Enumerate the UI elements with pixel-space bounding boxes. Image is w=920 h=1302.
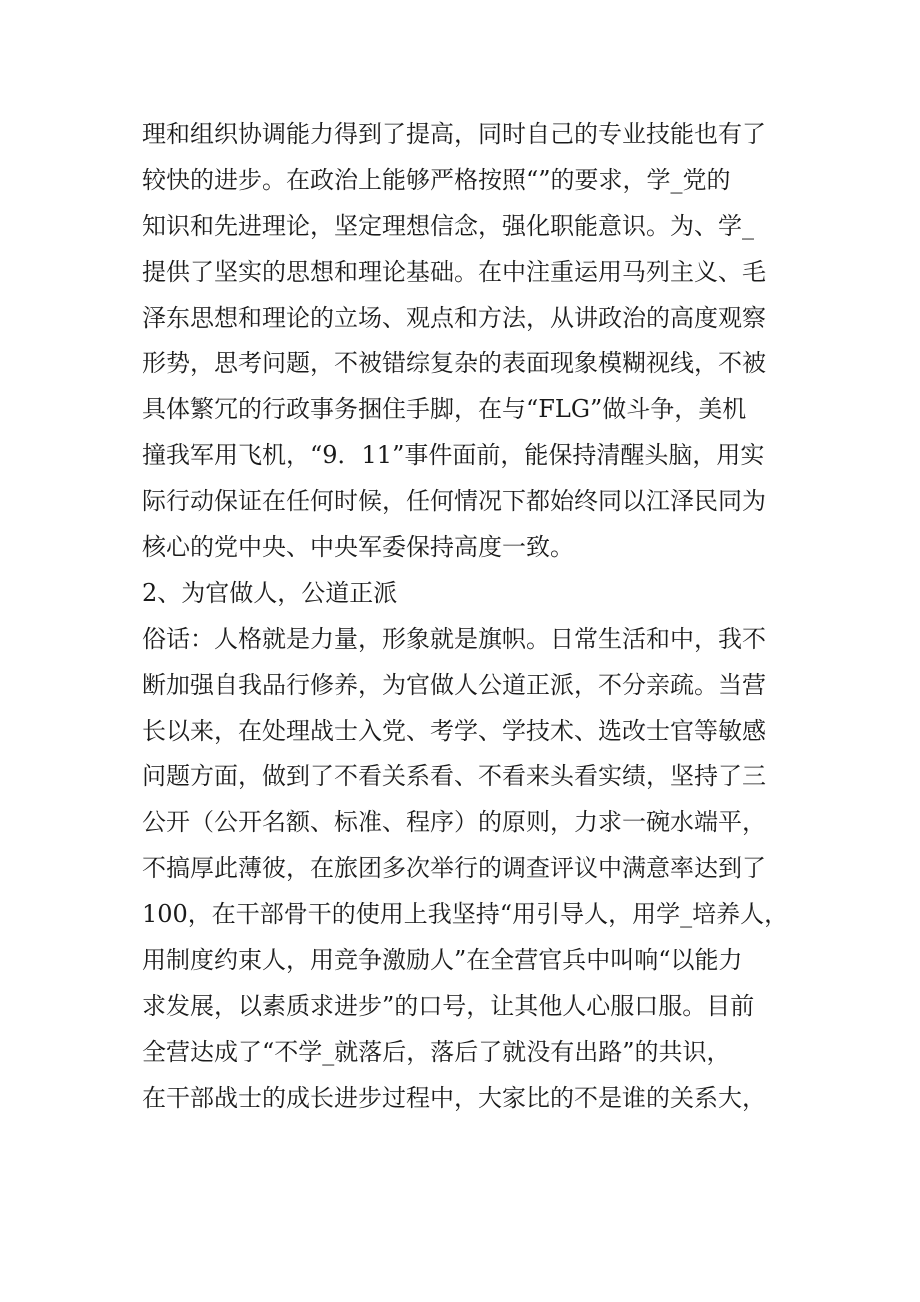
text-line: 全营达成了“不学_就落后，落后了就没有出路”的共识， [142,1037,731,1066]
text-line: 100，在干部骨干的使用上我坚持“用引导人，用学_培养人， [142,900,789,929]
text-line: 泽东思想和理论的立场、观点和方法，从讲政治的高度观察 [142,303,766,332]
text-line: 断加强自我品行修养，为官做人公道正派，不分亲疏。当营 [142,670,766,699]
text-line: 核心的党中央、中央军委保持高度一致。 [142,533,574,562]
text-line: 不搞厚此薄彼，在旅团多次举行的调查评议中满意率达到了 [142,854,766,883]
text-line: 求发展，以素质求进步”的口号，让其他人心服口服。目前 [142,991,755,1020]
text-line: 理和组织协调能力得到了提高，同时自己的专业技能也有了 [142,120,766,148]
text-line: 际行动保证在任何时候，任何情况下都始终同以江泽民同为 [142,487,766,516]
text-line: 形势，思考问题，不被错综复杂的表面现象模糊视线，不被 [142,349,766,378]
text-line: 撞我军用飞机，“9．11”事件面前，能保持清醒头脑，用实 [142,441,765,470]
text-line: 较快的进步。在政治上能够严格按照“”的要求，学_党的 [142,165,731,194]
text-line: 具体繁冗的行政事务捆住手脚，在与“FLG”做斗争，美机 [142,395,747,424]
body-text [142,112,802,1122]
text-line: 提供了坚实的思想和理论基础。在中注重运用马列主义、毛 [142,257,766,286]
text-line: 在干部战士的成长进步过程中，大家比的不是谁的关系大， [142,1083,766,1112]
text-line: 问题方面，做到了不看关系看、不看来头看实绩，坚持了三 [142,762,766,791]
text-line: 知识和先进理论，坚定理想信念，强化职能意识。为、学_ [142,211,754,240]
text-line: 公开（公开名额、标准、程序）的原则，力求一碗水端平， [142,808,766,837]
text-line: 用制度约束人，用竞争激励人”在全营官兵中叫响“以能力 [142,946,743,975]
section-heading: 2、为官做人，公道正派 [142,578,398,607]
text-line: 长以来，在处理战士入党、考学、学技术、选改士官等敏感 [142,716,766,745]
text-line: 俗话：人格就是力量，形象就是旗帜。日常生活和中，我不 [142,624,766,653]
